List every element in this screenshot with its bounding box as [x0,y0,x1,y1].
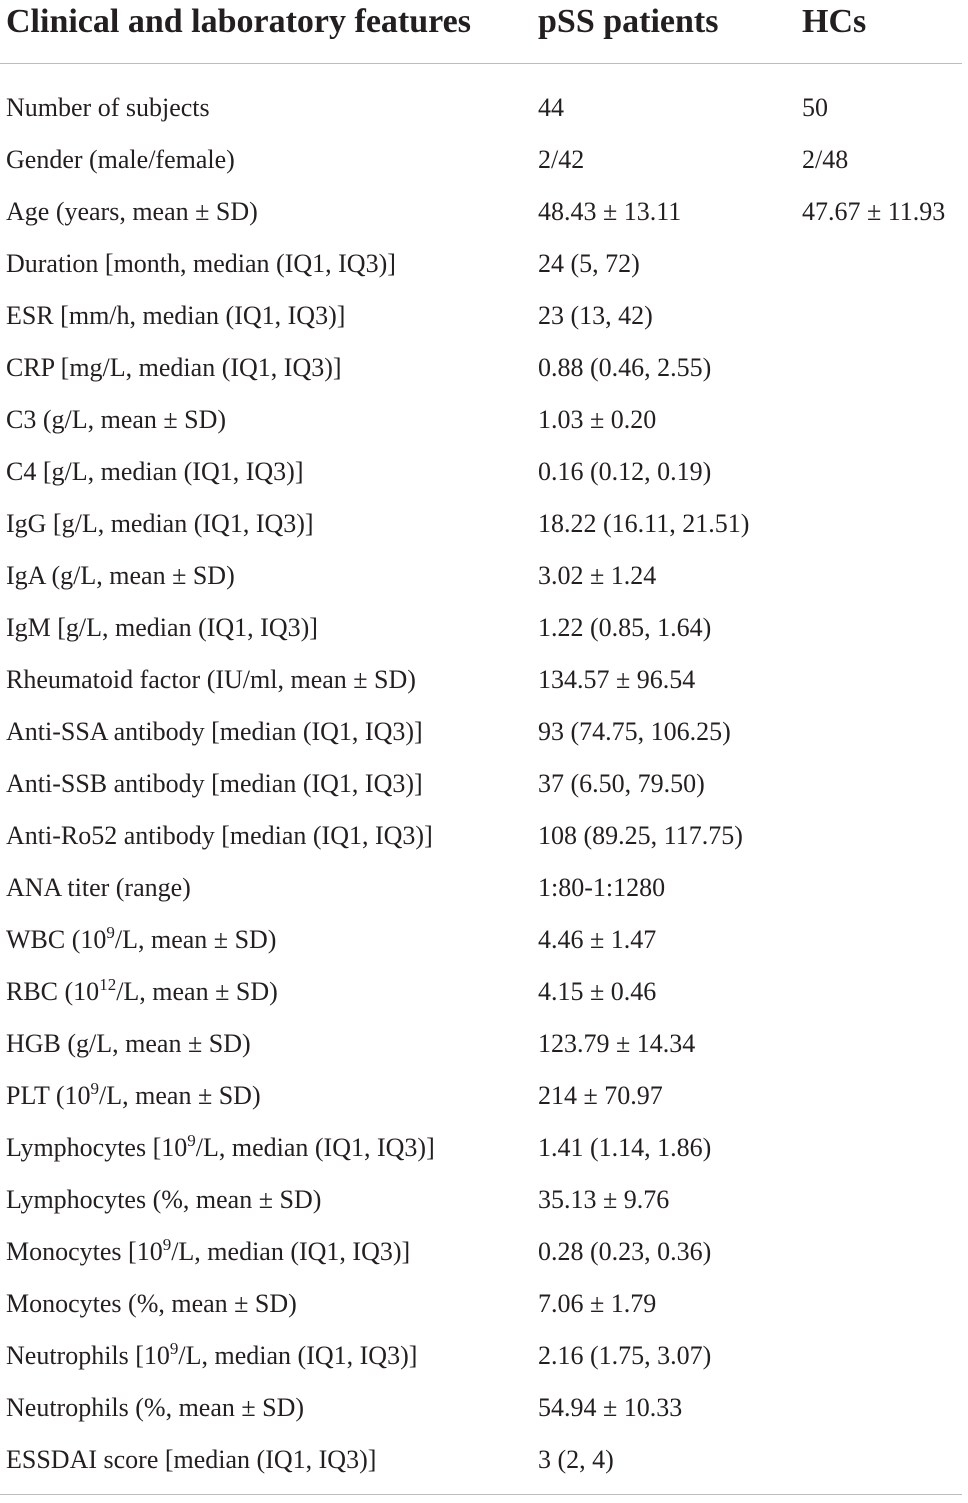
header-divider [0,63,962,64]
pss-value-cell: 37 (6.50, 79.50) [538,769,705,798]
feature-exponent: 9 [90,1079,100,1098]
feature-cell [6,862,191,914]
feature-label: ESSDAI score [median (IQ1, IQ3)] [6,1445,377,1474]
table-row [0,550,968,602]
table-row [0,82,968,134]
feature-cell [6,1278,297,1330]
table-row [0,654,968,706]
feature-label: IgG [g/L, median (IQ1, IQ3)] [6,509,314,538]
feature-cell [6,706,423,758]
table-row [0,914,968,966]
feature-label-suffix: /L, median (IQ1, IQ3)] [178,1341,418,1370]
pss-value-cell: 108 (89.25, 117.75) [538,821,743,850]
feature-exponent: 9 [162,1235,172,1254]
feature-label: Anti-SSA antibody [median (IQ1, IQ3)] [6,717,423,746]
feature-cell [6,550,235,602]
pss-value-cell: 0.28 (0.23, 0.36) [538,1237,712,1266]
table-row [0,342,968,394]
feature-label: Anti-SSB antibody [median (IQ1, IQ3)] [6,769,423,798]
pss-value-cell: 123.79 ± 14.34 [538,1029,696,1058]
table-row [0,1070,968,1122]
pss-value-cell: 48.43 ± 13.11 [538,197,682,226]
feature-label-suffix: /L, mean ± SD) [99,1081,261,1110]
feature-cell [6,342,342,394]
feature-label: WBC (10 [6,925,107,954]
feature-exponent: 9 [106,923,115,942]
feature-label: Anti-Ro52 antibody [median (IQ1, IQ3)] [6,821,433,850]
table-row [0,1434,968,1486]
feature-label: CRP [mg/L, median (IQ1, IQ3)] [6,353,342,382]
feature-label: HGB (g/L, mean ± SD) [6,1029,251,1058]
feature-cell [6,810,433,862]
pss-value-cell: 35.13 ± 9.76 [538,1185,670,1214]
feature-cell [6,602,318,654]
table-row [0,1330,968,1382]
pss-value-cell: 3 (2, 4) [538,1445,614,1474]
pss-value-cell: 7.06 ± 1.79 [538,1289,657,1318]
feature-label: Monocytes [10 [6,1237,163,1266]
pss-value-cell: 44 [538,93,564,122]
feature-cell [6,446,303,498]
table-header-row [0,0,968,44]
feature-label: IgA (g/L, mean ± SD) [6,561,235,590]
feature-exponent: 9 [169,1339,179,1358]
feature-cell [6,1174,321,1226]
pss-value-cell: 1:80-1:1280 [538,873,666,902]
table-bottom-rule [0,1494,962,1495]
pss-value-cell: 0.88 (0.46, 2.55) [538,353,712,382]
hc-value-cell: 50 [802,93,828,122]
table-row [0,706,968,758]
feature-cell [6,1070,261,1122]
table-row [0,1122,968,1174]
feature-label: Neutrophils [10 [6,1341,170,1370]
header-pss-patients: pSS patients [538,3,719,40]
feature-label: Lymphocytes (%, mean ± SD) [6,1185,322,1214]
table-row [0,446,968,498]
pss-value-cell: 1.22 (0.85, 1.64) [538,613,712,642]
table-row [0,1226,968,1278]
feature-cell [6,1122,435,1174]
pss-value-cell: 54.94 ± 10.33 [538,1393,683,1422]
table-row [0,1382,968,1434]
feature-cell [6,134,235,186]
table-row [0,290,968,342]
pss-value-cell: 93 (74.75, 106.25) [538,717,731,746]
pss-value-cell: 2.16 (1.75, 3.07) [538,1341,712,1370]
feature-label: Monocytes (%, mean ± SD) [6,1289,297,1318]
feature-label: Gender (male/female) [6,145,235,174]
hc-value-cell: 47.67 ± 11.93 [802,197,946,226]
header-hcs: HCs [802,3,867,40]
hc-value-cell: 2/48 [802,145,849,174]
table-row [0,966,968,1018]
feature-label: ANA titer (range) [6,873,191,902]
pss-value-cell: 24 (5, 72) [538,249,640,278]
table-row [0,810,968,862]
feature-label-suffix: /L, mean ± SD) [116,977,278,1006]
feature-cell [6,758,423,810]
feature-label: Lymphocytes [10 [6,1133,188,1162]
feature-cell [6,1018,251,1070]
feature-label: ESR [mm/h, median (IQ1, IQ3)] [6,301,346,330]
feature-label: RBC (10 [6,977,100,1006]
pss-value-cell: 4.46 ± 1.47 [538,925,657,954]
table-row [0,1174,968,1226]
feature-label: Number of subjects [6,93,210,122]
table-row [0,498,968,550]
feature-label: Duration [month, median (IQ1, IQ3)] [6,249,396,278]
feature-label: Rheumatoid factor (IU/ml, mean ± SD) [6,665,416,694]
feature-label: Age (years, mean ± SD) [6,197,258,226]
table-row [0,186,968,238]
feature-cell [6,1434,376,1486]
feature-cell [6,290,345,342]
table-body [0,82,968,1486]
feature-label-suffix: /L, median (IQ1, IQ3)] [171,1237,411,1266]
header-feature: Clinical and laboratory features [6,3,471,40]
feature-cell [6,966,278,1018]
table-row [0,758,968,810]
feature-exponent: 12 [99,975,117,994]
feature-cell [6,1226,410,1278]
pss-value-cell: 1.41 (1.14, 1.86) [538,1133,712,1162]
pss-value-cell: 2/42 [538,145,585,174]
pss-value-cell: 1.03 ± 0.20 [538,405,657,434]
feature-cell [6,186,258,238]
feature-cell [6,82,210,134]
pss-value-cell: 18.22 (16.11, 21.51) [538,509,750,538]
feature-label: C3 (g/L, mean ± SD) [6,405,227,434]
table-row [0,1018,968,1070]
table-row [0,862,968,914]
feature-label: PLT (10 [6,1081,91,1110]
feature-label-suffix: /L, median (IQ1, IQ3)] [195,1133,435,1162]
pss-value-cell: 23 (13, 42) [538,301,653,330]
pss-value-cell: 134.57 ± 96.54 [538,665,696,694]
feature-label: IgM [g/L, median (IQ1, IQ3)] [6,613,318,642]
feature-cell [6,1330,417,1382]
feature-cell [6,498,314,550]
pss-value-cell: 214 ± 70.97 [538,1081,663,1110]
pss-value-cell: 3.02 ± 1.24 [538,561,657,590]
table-row [0,1278,968,1330]
feature-cell [6,394,226,446]
feature-cell [6,1382,304,1434]
feature-label: C4 [g/L, median (IQ1, IQ3)] [6,457,304,486]
table-row [0,394,968,446]
feature-cell [6,914,276,966]
feature-cell [6,654,416,706]
pss-value-cell: 4.15 ± 0.46 [538,977,657,1006]
feature-exponent: 9 [187,1131,196,1150]
pss-value-cell: 0.16 (0.12, 0.19) [538,457,712,486]
table-row [0,602,968,654]
feature-cell [6,238,396,290]
feature-label-suffix: /L, mean ± SD) [114,925,277,954]
feature-label: Neutrophils (%, mean ± SD) [6,1393,305,1422]
table-row [0,238,968,290]
table-row [0,134,968,186]
